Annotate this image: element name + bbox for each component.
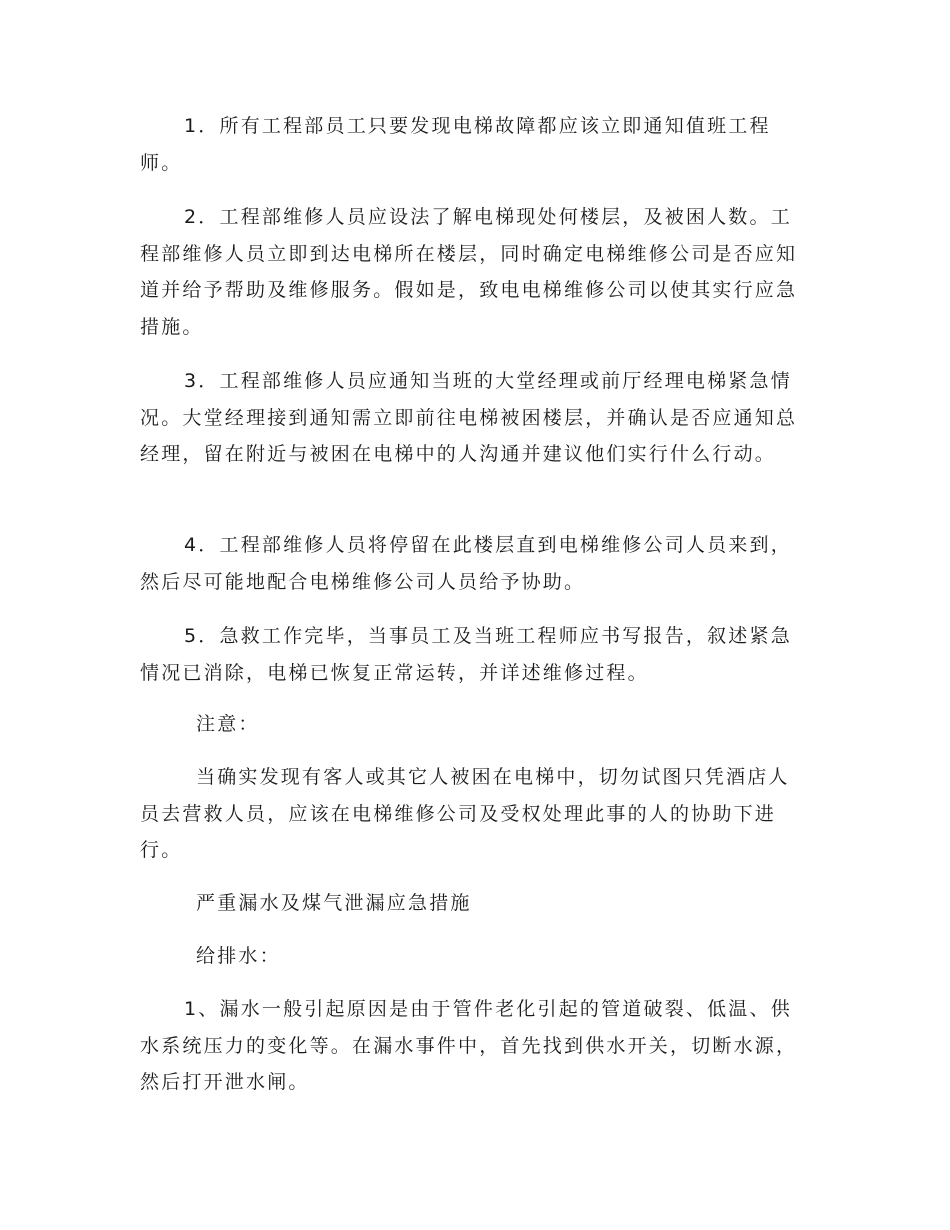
subsection-heading-water-supply: 给排水： bbox=[196, 945, 281, 967]
section-heading-leak-measures: 严重漏水及煤气泄漏应急措施 bbox=[196, 892, 472, 914]
note-heading: 注意： bbox=[196, 713, 260, 735]
paragraph-elevator-step-3: 3．工程部维修人员应通知当班的大堂经理或前厅经理电梯紧急情况。大堂经理接到通知需立即前往电梯被困楼层，并确认是否应通知总经理，留在附近与被困在电梯中的人沟通并建议他们实行什么行动。 bbox=[140, 370, 798, 465]
paragraph-note-body: 当确实发现有客人或其它人被困在电梯中，切勿试图只凭酒店人员去营救人员，应该在电梯维修公司及受权处理此事的人的协助下进行。 bbox=[140, 766, 790, 861]
paragraph-elevator-step-2: 2．工程部维修人员应设法了解电梯现处何楼层，及被困人数。工程部维修人员立即到达电梯所在楼层，同时确定电梯维修公司是否应知道并给予帮助及维修服务。假如是，致电电梯维修公司以使其实行应急措施。 bbox=[140, 206, 798, 338]
paragraph-water-leak-step-1: 1、漏水一般引起原因是由于管件老化引起的管道破裂、低温、供水系统压力的变化等。在漏水事件中，首先找到供水开关，切断水源，然后打开泄水闸。 bbox=[140, 998, 798, 1093]
paragraph-elevator-step-4: 4．工程部维修人员将停留在此楼层直到电梯维修公司人员来到，然后尽可能地配合电梯维修公司人员给予协助。 bbox=[140, 534, 792, 593]
paragraph-elevator-step-1: 1．所有工程部员工只要发现电梯故障都应该立即通知值班工程师。 bbox=[140, 115, 771, 174]
paragraph-elevator-step-5: 5．急救工作完毕，当事员工及当班工程师应书写报告，叙述紧急情况已消除，电梯已恢复正常运转，并详述维修过程。 bbox=[140, 625, 792, 684]
